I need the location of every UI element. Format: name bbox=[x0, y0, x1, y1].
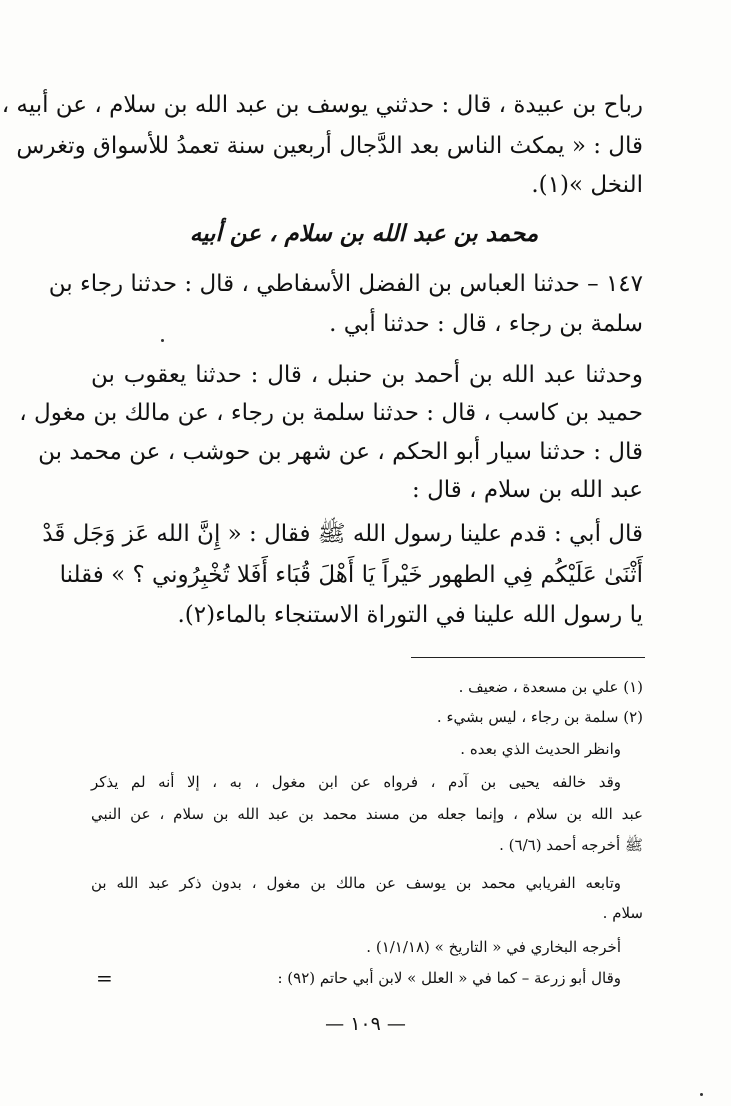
footnote-line: ﷺ أخرجه أحمد (٦/٦) . bbox=[499, 836, 643, 854]
page-number: — ١٠٩ — bbox=[325, 1013, 406, 1035]
hadith-number-line: ١٤٧ – حدثنا العباس بن الفضل الأسفاطي ، قال : حدثنا رجاء بن bbox=[48, 271, 643, 297]
text-line: يا رسول الله علينا في التوراة الاستنجاء بالماء(٢). bbox=[177, 602, 643, 628]
footnote-line: وقال أبو زرعة – كما في « العلل » لابن أبي حاتم (٩٢) : bbox=[277, 969, 621, 987]
print-speck bbox=[700, 1093, 703, 1096]
footnote-line: سلام . bbox=[602, 904, 643, 922]
text-line: أَثْنَىٰ عَلَيْكُم فِي الطهور خَيْراً يَا أَهْلَ قُبَاء أَفَلا تُخْبِرُوني ؟ » فقلنا bbox=[59, 562, 643, 588]
footnote-separator bbox=[411, 657, 645, 658]
footnote-line: وتابعه الفريابي محمد بن يوسف عن مالك بن مغول ، بدون ذكر عبد الله بن bbox=[91, 874, 621, 892]
footnote-line: وقد خالفه يحيى بن آدم ، فرواه عن ابن مغول ، به ، إلا أنه لم يذكر bbox=[91, 773, 621, 791]
text-line: قال : « يمكث الناس بعد الدَّجال أربعين سنة تعمدُ للأسواق وتغرس bbox=[16, 133, 643, 159]
text-line: رباح بن عبيدة ، قال : حدثني يوسف بن عبد الله بن سلام ، عن أبيه ، bbox=[1, 92, 643, 118]
text-line: قال أبي : قدم علينا رسول الله ﷺ فقال : « إِنَّ الله عَز وَجَل قَدْ bbox=[42, 521, 643, 547]
footnote-line: وانظر الحديث الذي بعده . bbox=[460, 740, 621, 758]
text-line: حميد بن كاسب ، قال : حدثنا سلمة بن رجاء ، عن مالك بن مغول ، bbox=[19, 400, 643, 426]
text-line: وحدثنا عبد الله بن أحمد بن حنبل ، قال : حدثنا يعقوب بن bbox=[91, 362, 643, 388]
print-speck bbox=[161, 339, 164, 342]
footnote-line: أخرجه البخاري في « التاريخ » (١/١/١٨) . bbox=[366, 938, 621, 956]
text-line: قال : حدثنا سيار أبو الحكم ، عن شهر بن حوشب ، عن محمد بن bbox=[38, 439, 643, 465]
footnote-1: (١) علي بن مسعدة ، ضعيف . bbox=[458, 678, 643, 696]
footnote-2: (٢) سلمة بن رجاء ، ليس بشيء . bbox=[436, 708, 643, 726]
continuation-mark: = bbox=[96, 966, 113, 990]
text-line: عبد الله بن سلام ، قال : bbox=[412, 477, 643, 503]
text-line: سلمة بن رجاء ، قال : حدثنا أبي . bbox=[329, 311, 643, 337]
text-line: النخل »(١). bbox=[531, 172, 643, 198]
section-heading: محمد بن عبد الله بن سلام ، عن أبيه bbox=[189, 220, 539, 247]
footnote-line: عبد الله بن سلام ، وإنما جعله من مسند محمد بن عبد الله بن سلام ، عن النبي bbox=[91, 805, 643, 823]
